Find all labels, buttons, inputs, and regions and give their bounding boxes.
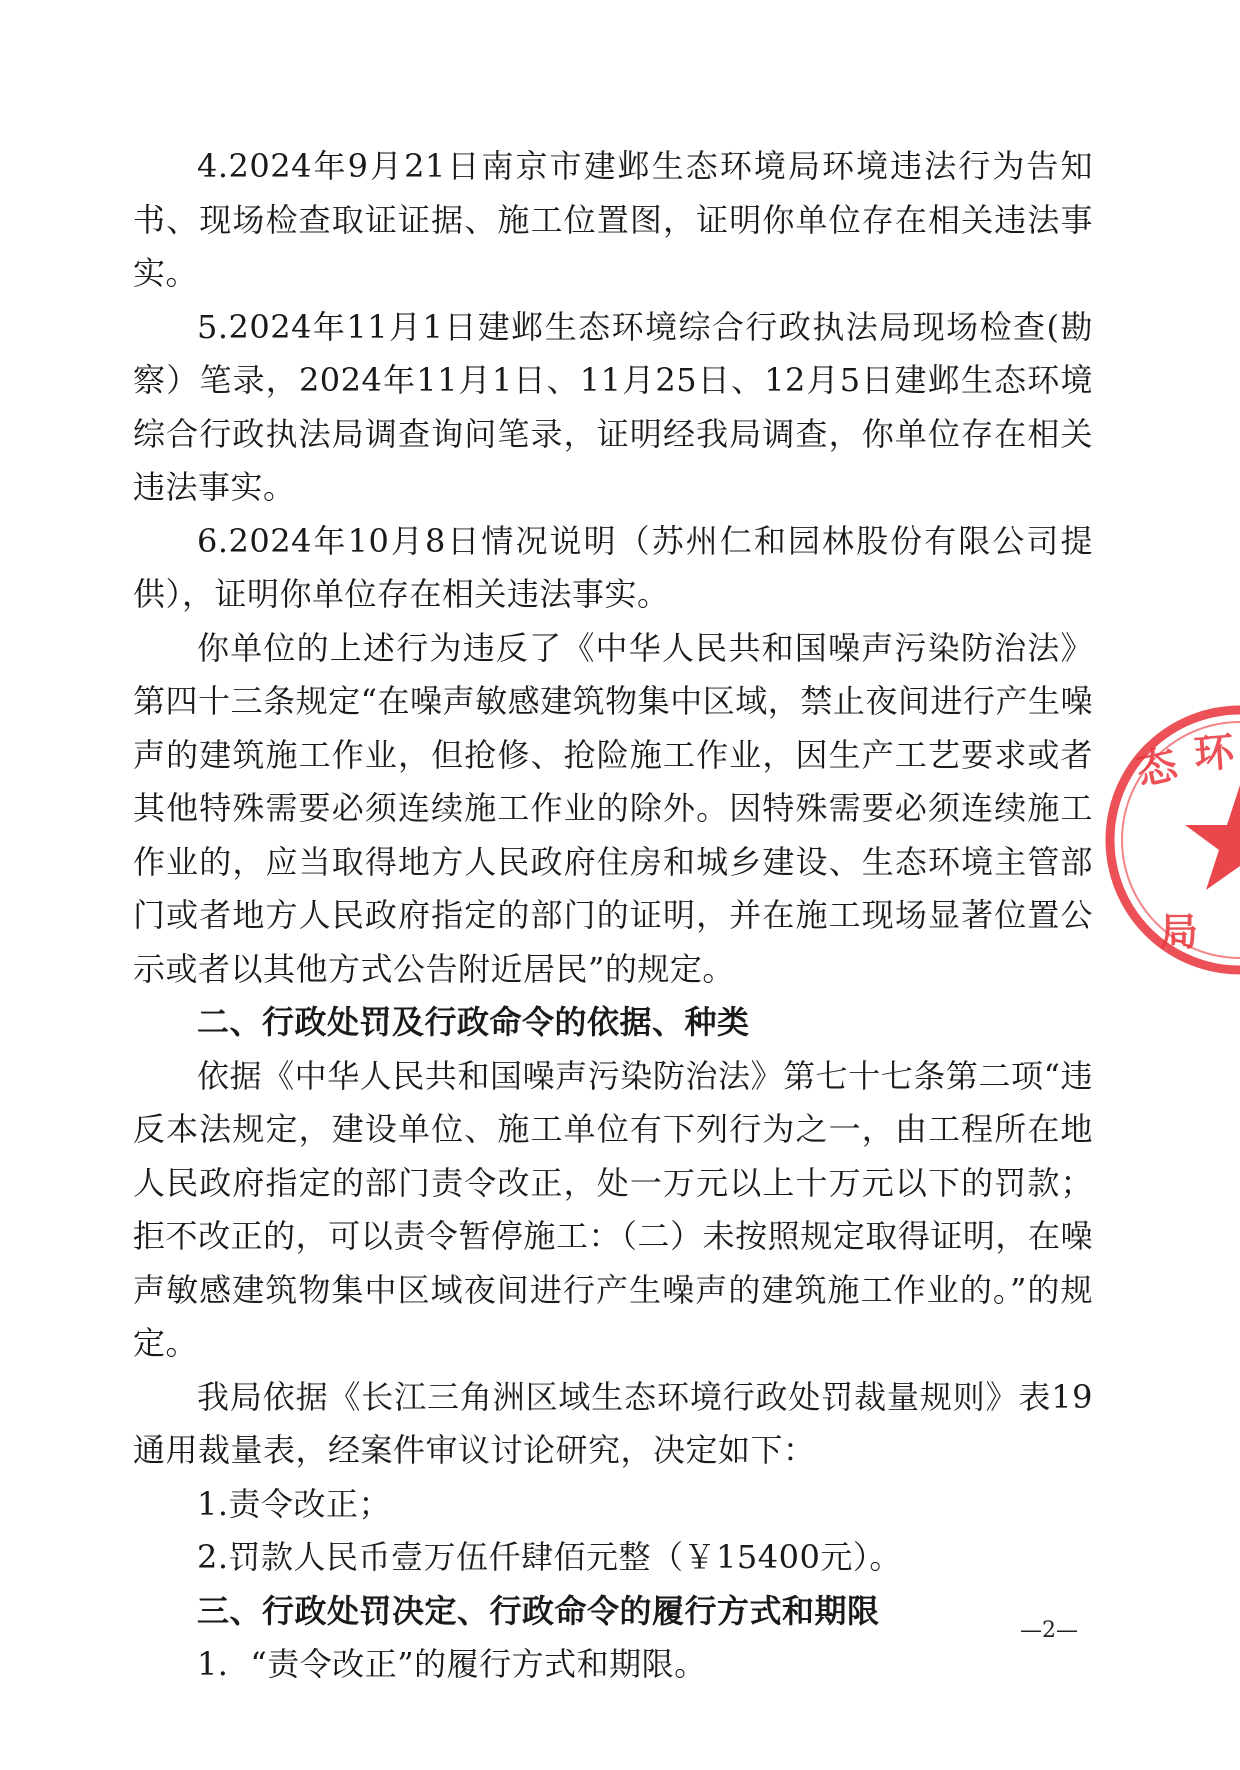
svg-text:局: 局 <box>1160 909 1199 954</box>
document-body <box>133 140 1093 1692</box>
violation-statement: 你单位的上述行为违反了《中华人民共和国噪声污染防治法》第四十三条规定“在噪声敏感建筑物集中区域，禁止夜间进行产生噪声的建筑施工作业，但抢修、抢险施工作业，因生产工艺要求或者其他特殊需要必须连续施工作业的除外。因特殊需要必须连续施工作业的，应当取得地方人民政府住房和城乡建设、生态环境主管部门或者地方人民政府指定的部门的证明，并在施工现场显著位置公示或者以其他方式公告附近居民”的规定。 <box>133 628 1093 988</box>
section-heading-3: 三、行政处罚决定、行政命令的履行方式和期限 <box>197 1591 880 1630</box>
evidence-item-5: 5.2024年11月1日建邺生态环境综合行政执法局现场检查(勘察）笔录，2024年11月1日、11月25日、12月5日建邺生态环境综合行政执法局调查询问笔录，证明经我局调查，你单位存在相关违法事实。 <box>133 307 1093 506</box>
svg-text:态: 态 <box>1132 740 1182 795</box>
svg-text:环: 环 <box>1192 728 1236 778</box>
official-seal-icon <box>1090 690 1240 990</box>
evidence-item-4: 4.2024年9月21日南京市建邺生态环境局环境违法行为告知书、现场检查取证证据、施工位置图，证明你单位存在相关违法事实。 <box>133 147 1093 292</box>
evidence-item-6: 6.2024年10月8日情况说明（苏州仁和园林股份有限公司提供），证明你单位存在相关违法事实。 <box>133 521 1093 613</box>
legal-basis: 依据《中华人民共和国噪声污染防治法》第七十七条第二项“违反本法规定，建设单位、施工单位有下列行为之一，由工程所在地人民政府指定的部门责令改正，处一万元以上十万元以下的罚款；拒不改正的，可以责令暂停施工：（二）未按照规定取得证明，在噪声敏感建筑物集中区域夜间进行产生噪声的建筑施工作业的。”的规定。 <box>133 1056 1093 1362</box>
decision-item-1: 1.责令改正； <box>197 1484 392 1523</box>
decision-intro: 我局依据《长江三角洲区域生态环境行政处罚裁量规则》表19通用裁量表，经案件审议讨论研究，决定如下： <box>133 1377 1093 1469</box>
decision-item-2: 2.罚款人民币壹万伍仟肆佰元整（￥15400元）。 <box>197 1538 902 1576</box>
page-number: —2— <box>1020 1618 1078 1643</box>
performance-item-1: 1．“责令改正”的履行方式和期限。 <box>197 1645 707 1683</box>
section-heading-2: 二、行政处罚及行政命令的依据、种类 <box>197 1003 750 1041</box>
